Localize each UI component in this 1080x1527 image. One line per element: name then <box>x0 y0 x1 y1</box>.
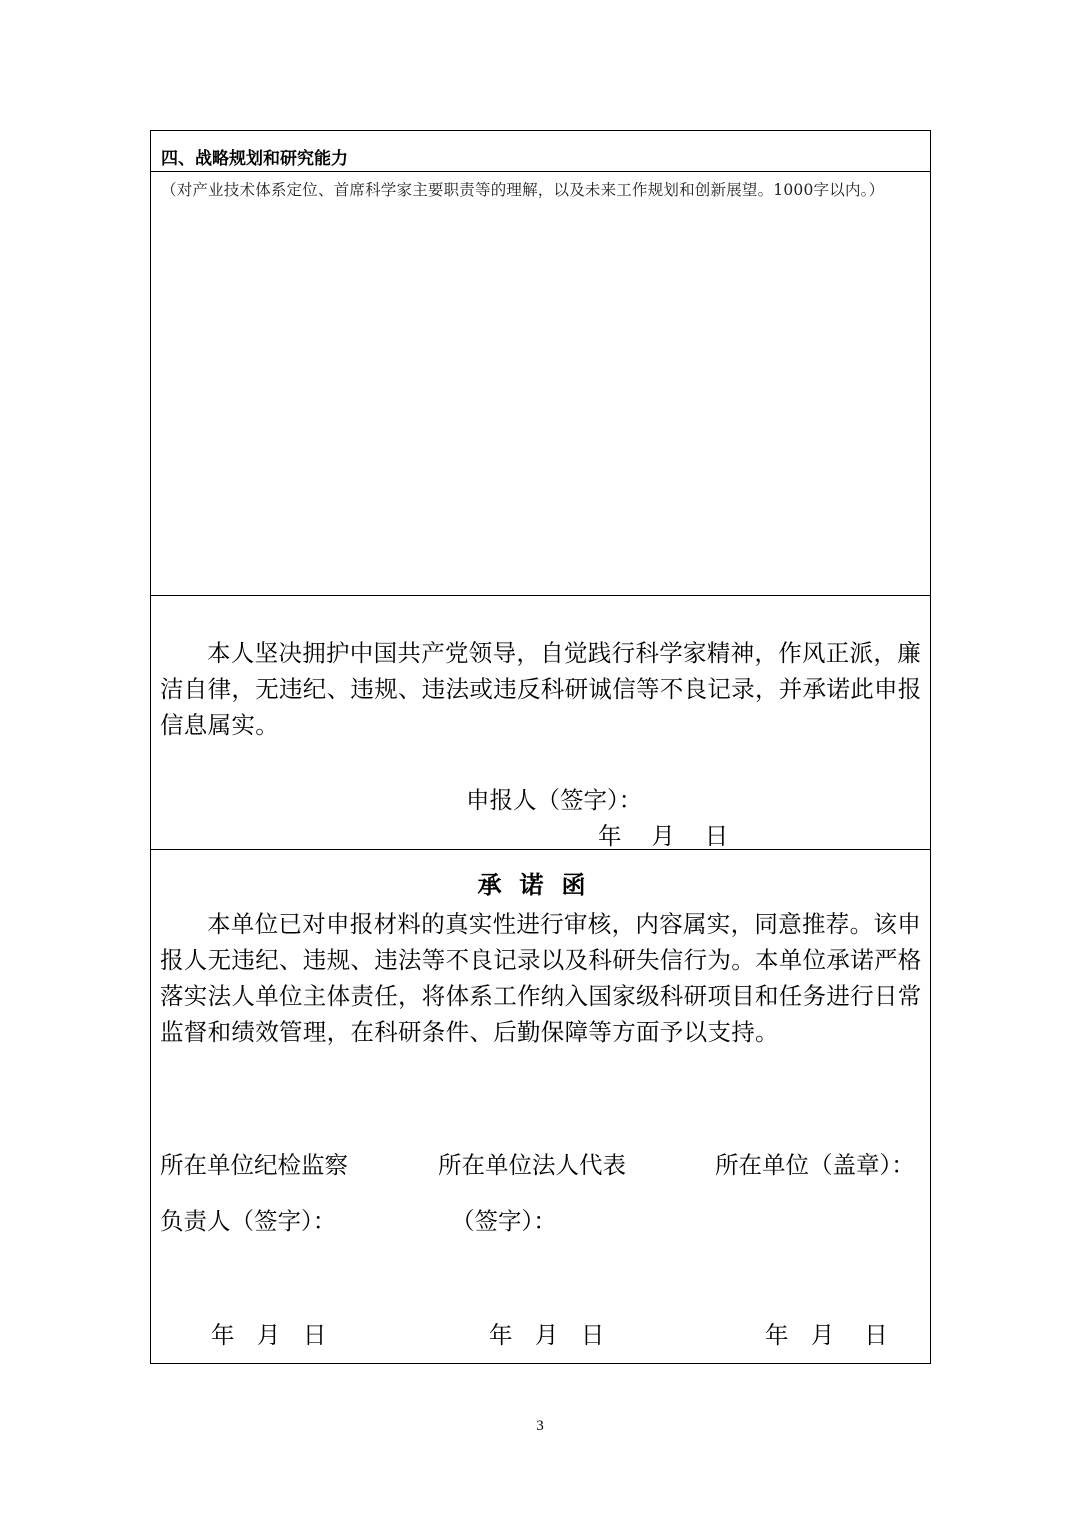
page-number: 3 <box>536 1418 544 1434</box>
legal-representative-label: 所在单位法人代表 <box>438 1151 626 1179</box>
applicant-date-label: 年 月 日 <box>598 822 729 850</box>
declaration-text: 本人坚决拥护中国共产党领导，自觉践行科学家精神，作风正派，廉洁自律，无违纪、违规、违法或违反科研诚信等不良记录，并承诺此申报信息属实。 <box>160 639 922 739</box>
row-divider <box>151 849 930 850</box>
discipline-officer-label: 所在单位纪检监察 <box>160 1151 348 1179</box>
title-divider <box>151 171 930 172</box>
date-label-col1: 年 月 日 <box>211 1321 327 1349</box>
application-form-table <box>150 130 931 1364</box>
commitment-text: 本单位已对申报材料的真实性进行审核，内容属实，同意推荐。该申报人无违纪、违规、违法等不良记录以及科研失信行为。本单位承诺严格落实法人单位主体责任，将体系工作纳入国家级科研项目和任务进行日常监督和绩效管理，在科研条件、后勤保障等方面予以支持。 <box>160 910 922 1046</box>
commitment-title: 承诺函 <box>477 870 604 899</box>
section-commitment <box>151 851 930 1363</box>
discipline-officer-signature-label: 负责人（签字）： <box>160 1207 337 1235</box>
section-strategy <box>151 131 930 596</box>
legal-representative-signature-label: （签字）： <box>451 1207 557 1235</box>
section-title: 四、战略规划和研究能力 <box>161 149 348 169</box>
applicant-signature-label: 申报人（签字）： <box>466 786 643 814</box>
date-label-col2: 年 月 日 <box>489 1321 605 1349</box>
date-label-col3: 年 月 日 <box>765 1321 888 1349</box>
section-declaration <box>151 596 930 851</box>
section-hint: （对产业技术体系定位、首席科学家主要职责等的理解，以及未来工作规划和创新展望。1000字以内。） <box>161 181 885 199</box>
unit-seal-label: 所在单位（盖章）： <box>715 1151 915 1179</box>
